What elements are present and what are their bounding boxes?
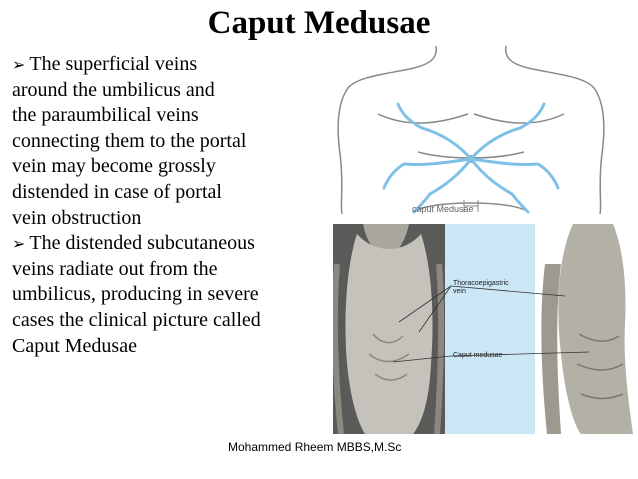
text-line: ➢ The distended subcutaneous [12,232,255,255]
text-line: vein may become grossly [12,155,216,178]
text-line: veins radiate out from the [12,257,218,280]
text-line: umbilicus, producing in severe [12,283,259,306]
caput-medusae-label: Caput medusae [453,352,503,359]
patient-side-view [535,224,638,434]
arrow-bullet-icon: ➢ [12,234,26,254]
text-line: connecting them to the portal [12,129,247,152]
text-line: Caput Medusae [12,334,137,357]
text-line: distended in case of portal [12,180,222,203]
text-line: cases the clinical picture called [12,308,261,331]
torso-outline [338,46,604,214]
slide-title: Caput Medusae [207,5,431,41]
photo-figures [333,224,638,434]
text-line: vein obstruction [12,206,142,229]
author-credit: Mohammed Rheem MBBS,M.Sc [228,440,402,454]
torso-illustration [318,44,624,214]
text-line: ➢ The superficial veins [12,53,198,75]
clinical-photos [333,224,638,434]
text-line: around the umbilicus and [12,78,215,101]
text-line: the paraumbilical veins [12,104,199,127]
thoracoepigastric-vein-label: Thoracoepigastric vein [453,280,509,295]
distended-veins [384,104,558,212]
patient-front-view [333,224,445,434]
body-text [12,52,342,359]
illustration-caption: caput Medusae [412,204,474,214]
arrow-bullet-icon: ➢ [12,55,26,74]
